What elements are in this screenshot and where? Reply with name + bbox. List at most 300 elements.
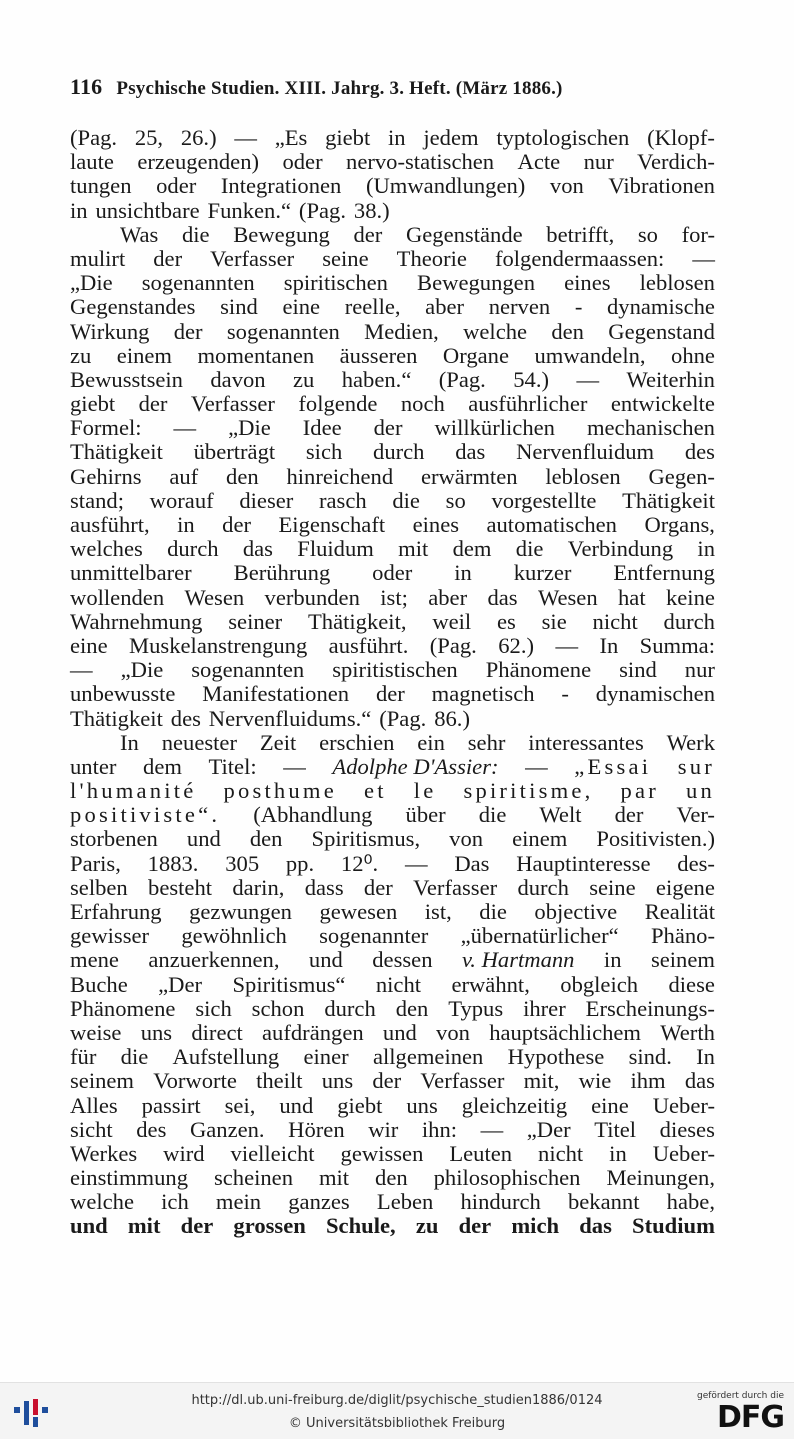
word: aufdrängen: [262, 1019, 364, 1045]
word: über: [405, 802, 446, 828]
word: uns: [321, 1068, 354, 1094]
word: dessen: [372, 947, 433, 973]
word: giebt: [337, 1092, 383, 1118]
word: „Der: [526, 1116, 571, 1142]
word: seinem: [70, 1068, 134, 1094]
word: Weiterhin: [626, 366, 715, 392]
word: philosophischen: [433, 1165, 581, 1191]
word: oder: [282, 149, 323, 175]
word: gewesen: [319, 899, 398, 924]
text-line: [70, 465, 715, 489]
text-line: [70, 731, 715, 755]
word: welche: [70, 1189, 134, 1215]
word: Leben: [376, 1189, 434, 1215]
word: wird: [163, 1140, 205, 1166]
word: des-: [677, 850, 715, 876]
word: bekannt: [567, 1189, 640, 1215]
word: oder: [156, 173, 197, 199]
text-line: [70, 1142, 715, 1166]
text-line: [70, 876, 715, 900]
text-line: [70, 997, 715, 1021]
word: weise: [70, 1019, 122, 1045]
word: allgemeinen: [372, 1044, 484, 1070]
word: Paris,: [70, 850, 121, 876]
word: der: [353, 221, 383, 247]
word: posthume: [223, 778, 337, 804]
word: es: [497, 608, 516, 634]
word: seine: [322, 245, 369, 271]
word: eigene: [655, 874, 715, 900]
word: habe,: [666, 1189, 715, 1215]
word: ist,: [424, 899, 452, 924]
word: ausführt.: [328, 632, 409, 658]
word: (Pag.: [438, 366, 486, 392]
word: hindurch: [460, 1189, 541, 1215]
word: welche: [463, 318, 528, 344]
word: —: [555, 632, 579, 658]
word: zu: [293, 366, 315, 392]
word: sich: [305, 439, 343, 465]
text-line: [70, 150, 715, 174]
word: stand;: [70, 487, 124, 513]
word: die: [479, 899, 507, 924]
word: Organe: [442, 342, 510, 368]
word: von: [449, 826, 484, 852]
word: spiritischen: [283, 270, 388, 296]
word: sei,: [224, 1092, 256, 1118]
word: —: [480, 1116, 504, 1142]
word: „Die: [70, 270, 113, 296]
word: Titel:: [208, 753, 257, 779]
word: einem: [116, 342, 173, 368]
word: momentanen: [197, 342, 315, 368]
word: Medien,: [364, 318, 439, 344]
word: mit: [398, 536, 429, 562]
word: ganzes: [288, 1189, 350, 1215]
word: durch: [517, 874, 569, 900]
word: erwähnt,: [451, 971, 530, 997]
word: Ganzen.: [189, 1116, 265, 1142]
word: Integrationen: [220, 173, 342, 199]
word: Gegenstände: [405, 221, 523, 247]
word: nur: [684, 657, 715, 683]
word: Alles: [70, 1092, 118, 1118]
word: hat: [618, 584, 646, 610]
word: sind.: [628, 1044, 672, 1070]
word: der: [375, 681, 405, 707]
word: äusseren: [339, 342, 418, 368]
word: darin,: [232, 874, 285, 900]
word: sogenannten: [226, 318, 340, 344]
word: 1883.: [147, 850, 199, 876]
word: ohne: [671, 342, 715, 368]
word: (Pag.: [379, 705, 427, 731]
text-line: [70, 247, 715, 271]
word: —: [404, 850, 428, 876]
word: Formel:: [70, 415, 142, 441]
word: gleichzeitig: [461, 1092, 568, 1118]
word: Typus: [448, 995, 504, 1021]
word: des: [170, 705, 201, 731]
word: durch: [663, 608, 715, 634]
word: Verfasser: [420, 1068, 505, 1094]
word: Das: [454, 850, 490, 876]
word: uns: [406, 1092, 438, 1118]
word: et: [363, 778, 387, 804]
word: sogenannter: [319, 923, 429, 949]
word: reelle,: [344, 294, 401, 320]
word: die: [120, 1044, 149, 1070]
word: ihn:: [421, 1116, 458, 1142]
word: Gehirns: [70, 463, 142, 489]
word: In: [599, 632, 619, 658]
word: dem: [452, 536, 492, 562]
word: des: [136, 1116, 167, 1142]
word: worauf: [149, 487, 214, 513]
word: nerven: [488, 294, 551, 320]
word: der: [153, 245, 183, 271]
word: die: [181, 221, 210, 247]
word: direct: [191, 1019, 243, 1045]
word: gewisser: [70, 923, 150, 949]
word: pp.: [285, 850, 315, 876]
word: der: [614, 802, 644, 828]
word: folgende: [298, 391, 378, 417]
word: die: [515, 536, 544, 562]
word: eine: [70, 632, 108, 658]
word: den: [551, 318, 584, 344]
text-line: [70, 1021, 715, 1045]
word: mein: [215, 1189, 262, 1215]
word: mulirt: [70, 245, 126, 271]
word: umwandeln,: [534, 342, 646, 368]
word: durch: [373, 439, 425, 465]
text-line: [70, 320, 715, 344]
word: passirt: [141, 1092, 201, 1118]
word: tungen: [70, 173, 132, 199]
word: (Abhandlung: [253, 802, 373, 828]
word: vorgestellte: [491, 487, 597, 513]
word: theilt: [256, 1068, 303, 1094]
word: nicht: [538, 1140, 584, 1166]
text-line: [70, 174, 715, 198]
word: zu: [70, 342, 92, 368]
word: Bewegungen: [417, 270, 536, 296]
word: Verbindung: [567, 536, 674, 562]
word: wir: [368, 1116, 399, 1142]
word: weil: [432, 608, 472, 634]
word: den: [249, 826, 283, 852]
word: Funken.“: [207, 197, 292, 223]
text-line: [70, 755, 715, 779]
word: nicht: [592, 608, 638, 634]
word: die: [478, 802, 507, 828]
word: auf: [169, 463, 199, 489]
text-line: [70, 513, 715, 537]
text-line: [70, 586, 715, 610]
text-line: [70, 900, 715, 924]
text-line: [70, 682, 715, 706]
word: in: [388, 125, 406, 150]
word: der: [372, 1068, 402, 1094]
word: l'humanité: [70, 778, 197, 804]
text-line: [70, 1166, 715, 1190]
word: for-: [681, 221, 715, 247]
word: Verfasser: [190, 391, 275, 417]
text-line: [70, 271, 715, 295]
word: Bewegung: [233, 221, 330, 247]
word: erschien: [319, 729, 395, 755]
word: so: [445, 487, 466, 513]
word: leblosen: [545, 463, 621, 489]
word: (Pag.: [70, 125, 118, 150]
word: den: [375, 1165, 408, 1191]
word: für: [70, 1044, 97, 1070]
word: Berührung: [233, 560, 331, 586]
word: mit: [318, 1165, 350, 1191]
word: diese: [668, 971, 715, 997]
word: 86.): [434, 705, 470, 731]
word: In: [696, 1044, 715, 1070]
word: dynamischen: [595, 681, 715, 707]
word: interessantes: [528, 729, 644, 755]
word: Vorworte: [153, 1068, 237, 1094]
text-line: [70, 1094, 715, 1118]
word: das: [487, 584, 518, 610]
word: 305: [225, 850, 260, 876]
word: Nervenfluidum: [516, 439, 655, 465]
word: Spiritismus,: [311, 826, 421, 852]
word: Verfasser: [210, 245, 295, 271]
word: der: [458, 1213, 492, 1239]
word: die: [392, 487, 420, 513]
word: hauptsächlichem: [489, 1019, 642, 1045]
word: oder: [372, 560, 413, 586]
word: „Es: [274, 125, 308, 150]
word: wie: [578, 1068, 612, 1094]
word: der: [173, 318, 203, 344]
viewer-footer: [0, 1382, 794, 1439]
word: Bewusstsein: [70, 366, 183, 392]
word: gewöhnlich: [181, 923, 287, 949]
word: in: [603, 947, 622, 973]
word: davon: [210, 366, 266, 392]
text-line: [70, 344, 715, 368]
word: Zeit: [259, 729, 297, 755]
word: einem: [512, 826, 568, 852]
word: Was: [120, 221, 159, 247]
text-line: [70, 1190, 715, 1214]
word: spiritistischen: [332, 657, 458, 683]
word: (Umwandlungen): [365, 173, 526, 199]
word: Werk: [666, 729, 715, 755]
word: noch: [400, 391, 445, 417]
word: Wahrnehmung: [70, 608, 203, 634]
word: dieses: [659, 1116, 715, 1142]
word: Wesen: [184, 584, 245, 610]
text-line: [70, 368, 715, 392]
word: Organs,: [644, 512, 715, 537]
word: aber: [425, 294, 465, 320]
word: selben: [70, 874, 128, 900]
word: Werkes: [70, 1140, 138, 1166]
word: sind: [619, 657, 657, 683]
word: durch: [167, 536, 219, 562]
word: gezwungen: [189, 899, 292, 924]
word: Fluidum: [297, 536, 374, 562]
word: 38.): [353, 197, 390, 223]
running-header: [70, 74, 715, 104]
word: Entfernung: [613, 560, 715, 586]
word: sie: [541, 608, 567, 634]
word: Aufstellung: [172, 1044, 280, 1070]
word: eines: [412, 512, 460, 537]
running-title: Psychische Studien. XIII. Jahrg. 3. Heft. (März 1886.): [116, 78, 563, 99]
word: in: [609, 1140, 627, 1166]
word: „Der: [158, 971, 203, 997]
word: schon: [251, 995, 305, 1021]
word: Erfahrung: [70, 899, 162, 924]
word: ihrer: [523, 995, 566, 1021]
word: —: [234, 125, 257, 150]
word: Eigenschaft: [278, 512, 386, 537]
word: Gegenstand: [608, 318, 715, 344]
text-line: [70, 610, 715, 634]
word: das: [455, 439, 486, 465]
word: in: [697, 536, 715, 562]
word: Summa:: [639, 632, 715, 658]
word: Thätigkeit: [70, 705, 163, 731]
word: ausführt,: [70, 512, 150, 537]
word: 25,: [134, 125, 164, 150]
word: automatischen: [486, 512, 617, 537]
word: (Pag.: [429, 632, 477, 658]
word: durch: [324, 995, 376, 1021]
word: der: [222, 512, 252, 537]
word: „übernatürlicher“: [460, 923, 619, 949]
word: jedem: [423, 125, 479, 150]
word: dieser: [239, 487, 294, 513]
word: obgleich: [560, 971, 639, 997]
word: Ueber-: [652, 1140, 715, 1166]
word: von: [436, 1019, 470, 1045]
word: Verfasser: [413, 874, 498, 900]
text-line: [70, 779, 715, 803]
text-line: [70, 1214, 715, 1238]
word: —: [173, 415, 197, 441]
word: hinreichend: [286, 463, 394, 489]
word: erwärmten: [420, 463, 518, 489]
page-number: 116: [70, 74, 103, 99]
word: Ueber-: [652, 1092, 715, 1118]
word: den: [395, 995, 429, 1021]
word: unmittelbarer: [70, 560, 192, 586]
permalink-url[interactable]: http://dl.ub.uni-freiburg.de/diglit/psychische_studien1886/0124: [191, 1393, 603, 1408]
word: „Die: [228, 415, 271, 441]
word: anzuerkennen,: [148, 947, 280, 973]
word: Muskelanstrengung: [129, 632, 308, 658]
word: kurzer: [513, 560, 572, 586]
word: unbewusste: [70, 681, 176, 707]
word: Vibrationen: [608, 173, 715, 199]
word: der: [373, 415, 403, 441]
word: Thätigkeit: [622, 487, 715, 513]
word: besteht: [148, 874, 213, 900]
word: -: [561, 681, 569, 707]
word: —: [576, 366, 600, 392]
word: Phänomene: [485, 657, 592, 683]
word: Realität: [644, 899, 715, 924]
text-line: [70, 803, 715, 827]
text-line: [70, 537, 715, 561]
text-line: [70, 1118, 715, 1142]
word: mit: [127, 1213, 161, 1239]
word: —: [692, 245, 715, 271]
text-line: [70, 223, 715, 247]
word: mich: [511, 1213, 560, 1239]
word: ein: [417, 729, 445, 755]
word: Spiritismus“: [232, 971, 346, 997]
word: der: [138, 391, 168, 417]
word: ist;: [380, 584, 408, 610]
word: magnetisch: [431, 681, 535, 707]
word: sur: [677, 753, 715, 779]
dfg-logo[interactable]: DFG: [716, 1400, 784, 1435]
word: Leuten: [449, 1140, 513, 1166]
word: welches: [70, 536, 143, 562]
word: und: [279, 1092, 314, 1118]
copyright-notice: © Universitätsbibliothek Freiburg: [288, 1416, 506, 1431]
word: le: [413, 778, 437, 804]
word: leblosen: [639, 270, 715, 296]
word: Phäno-: [650, 923, 715, 949]
word: Thätigkeit,: [308, 608, 407, 634]
word: Welt: [539, 802, 582, 828]
word: 26.): [180, 125, 217, 150]
text-line: [70, 852, 715, 876]
word: Studium: [632, 1213, 715, 1239]
word: Nervenfluidums.“: [208, 705, 372, 731]
word: überträgt: [193, 439, 276, 465]
word: seine: [589, 874, 636, 900]
word: eine: [282, 294, 321, 320]
word: dass: [304, 874, 344, 900]
word: sich: [195, 995, 232, 1021]
funder-caption: gefördert durch die: [697, 1391, 784, 1401]
word: seinem: [650, 947, 715, 973]
word: aber: [428, 584, 468, 610]
word: nervo-statischen: [346, 149, 495, 175]
text-line: [70, 392, 715, 416]
word: mene: [70, 947, 119, 973]
word: Thätigkeit: [70, 439, 163, 465]
word: willkürlichen: [434, 415, 555, 441]
text-line: [70, 1069, 715, 1093]
word: —: [283, 753, 306, 779]
word: entwickelte: [610, 391, 715, 417]
word: Positivisten.): [596, 826, 715, 852]
word: positiviste“.: [70, 802, 221, 828]
word: —: [70, 657, 93, 683]
text-line: [70, 295, 715, 319]
word: betrifft,: [546, 221, 615, 247]
word: uns: [140, 1019, 173, 1045]
text-line: [70, 1045, 715, 1069]
word: (Pag.: [298, 197, 346, 223]
word: keine: [665, 584, 715, 610]
word: den: [226, 463, 259, 489]
text-line: [70, 199, 715, 223]
